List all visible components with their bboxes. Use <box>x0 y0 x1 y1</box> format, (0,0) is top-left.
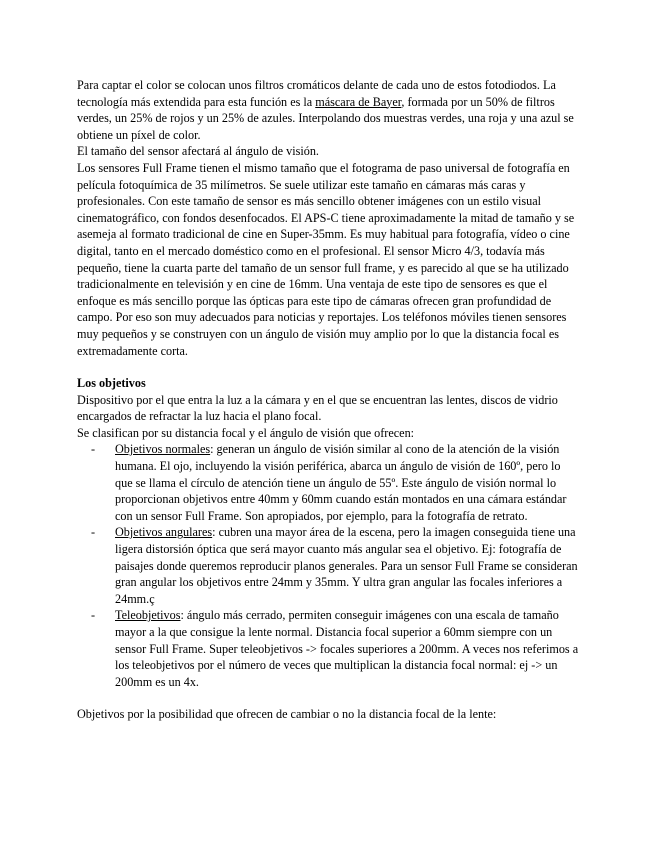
desc-wide-lenses: : cubren una mayor área de la escena, pero la imagen conseguida tiene una ligera distorsión óptica que será mayor cuanto más angular sea el objetivo. Ej: fotografía de paisajes donde queremos reproducir planos generales. Para un sensor Full Frame se consideran gran angular los objetivos entre 24mm y 35mm. Y ultra gran angular las focales inferiores a 24mm.ç <box>115 525 578 606</box>
desc-normal-lenses: : generan un ángulo de visión similar al cono de la atención de la visión humana. El ojo, incluyendo la visión periférica, abarca un ángulo de visión de 160º, pero lo que se llama el círculo de atención tiene un ángulo de 55º. Este ángulo de visión normal lo proporcionan objetivos entre 40mm y 60mm cuando están montados en una cámara estándar con un sensor Full Frame. Son apropiados, por ejemplo, para la fotografía de retrato. <box>115 442 567 523</box>
bullet-dash: - <box>91 608 96 623</box>
term-wide-lenses: Objetivos angulares <box>115 525 213 540</box>
term-telephoto-lenses: Teleobjetivos <box>115 608 181 623</box>
bayer-mask-link: máscara de Bayer <box>315 94 402 109</box>
section-intro-2: Se clasifican por su distancia focal y el ángulo de visión que ofrecen: <box>77 425 415 440</box>
list-item-normal-lenses <box>77 441 579 524</box>
section-intro-1: Dispositivo por el que entra la luz a la cámara y en el que se encuentran las lentes, discos de vidrio encargados de refractar la luz hacia el plano focal. <box>77 392 558 424</box>
list-item-telephoto-lenses <box>77 607 579 690</box>
desc-telephoto-lenses: : ángulo más cerrado, permiten conseguir imágenes con una escala de tamaño mayor a la que consigue la lente normal. Distancia focal superior a 60mm siempre con un sensor Full Frame. Super teleobjetivos -> focales superiores a 200mm. A veces nos referimos a los teleobjetivos por el número de veces que multiplican la distancia focal normal: ej -> un 200mm es un 4x. <box>115 608 579 689</box>
paragraph-color-filters-before: Para captar el color se colocan unos filtros cromáticos delante de cada uno de estos fotodiodos. La tecnología más extendida para esta función es la <box>77 78 556 109</box>
paragraph-sensor-size: El tamaño del sensor afectará al ángulo de visión. <box>77 144 319 159</box>
lens-types-list <box>77 441 579 690</box>
bullet-dash: - <box>91 525 96 540</box>
paragraph-color-filters-after: , formada por un 50% de filtros verdes, un 25% de rojos y un 25% de azules. Interpolando dos muestras verdes, una roja y una azul se obtiene un píxel de color. <box>77 94 574 142</box>
paragraph-sensor-types: Los sensores Full Frame tienen el mismo tamaño que el fotograma de paso universal de fotografía en película fotoquímica de 35 milímetros. Se suele utilizar este tamaño en cámaras más caras y profesionales. Con este tamaño de sensor es más sencillo obtener imágenes con un estilo visual cinematográfico, con fondos desenfocados. El APS-C tiene aproximadamente la mitad de tamaño y se asemeja al formato tradicional de cine en Super-35mm. Es muy habitual para fotografía, vídeo o cine digital, tanto en el mercado doméstico como en el profesional. El sensor Micro 4/3, todavía más pequeño, tiene la cuarta parte del tamaño de un sensor full frame, y es parecido al que se ha utilizado tradicionalmente en televisión y en cine de 16mm. Una ventaja de este tipo de sensores es que el enfoque es más sencillo porque las ópticas para este tipo de cámaras ofrecen gran profundidad de campo. Por eso son muy adecuados para noticias y reportajes. Los teléfonos móviles tienen sensores muy pequeños y se construyen con un ángulo de visión muy amplio por lo que la distancia focal es extremadamente corta. <box>77 160 575 358</box>
closing-paragraph: Objetivos por la posibilidad que ofrecen de cambiar o no la distancia focal de la lente: <box>77 707 497 722</box>
bullet-dash: - <box>91 442 96 457</box>
document-page <box>77 77 579 723</box>
spacer <box>77 690 579 706</box>
list-item-wide-lenses <box>77 524 579 607</box>
spacer <box>77 359 579 375</box>
section-heading: Los objetivos <box>77 376 146 391</box>
term-normal-lenses: Objetivos normales <box>115 442 211 457</box>
paragraph-color-filters <box>77 77 579 143</box>
